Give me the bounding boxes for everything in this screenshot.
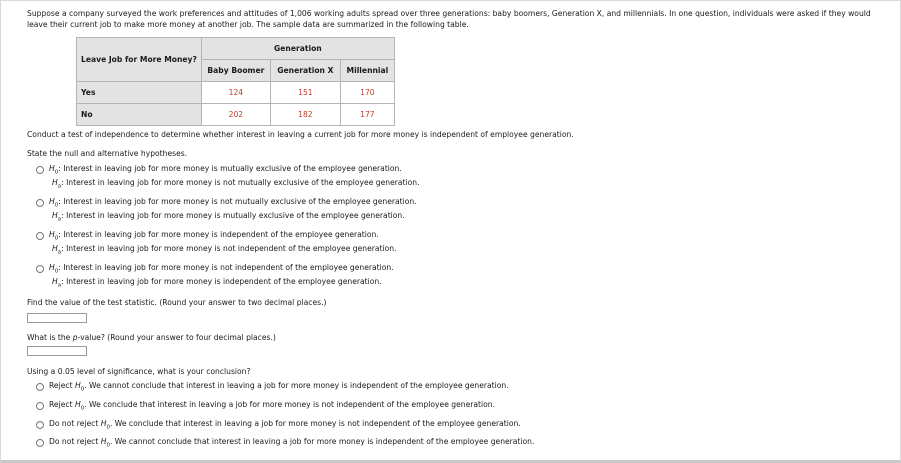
- h0-text: $H_0$: Interest in leaving job for more money is independent of the employee generation.: [49, 230, 379, 242]
- table-cell: 151: [270, 82, 340, 104]
- radio-button[interactable]: [36, 166, 44, 174]
- table-cell: 182: [270, 104, 340, 126]
- table-cell: 124: [201, 82, 270, 104]
- h0-text: $H_0$: Interest in leaving job for more money is not independent of the employee generation.: [49, 263, 394, 275]
- conclusion-prompt: Using a 0.05 level of significance, what is your conclusion?: [27, 367, 251, 376]
- table-cell: 202: [201, 104, 270, 126]
- conclusion-option-4[interactable]: [36, 437, 534, 449]
- ha-text: $H_a$: Interest in leaving job for more money is not independent of the employee generation.: [52, 244, 397, 256]
- col-header-baby-boomer: Baby Boomer: [201, 60, 270, 82]
- data-table: [76, 37, 395, 126]
- radio-button[interactable]: [36, 383, 44, 391]
- conclusion-option-1[interactable]: [36, 381, 509, 393]
- hypothesis-option-4[interactable]: [36, 263, 394, 275]
- hypothesis-option-1[interactable]: [36, 164, 402, 176]
- hypothesis-option-3[interactable]: [36, 230, 379, 242]
- table-cell: 177: [340, 104, 394, 126]
- radio-button[interactable]: [36, 439, 44, 447]
- conclusion-text: Do not reject $H_0$. We conclude that interest in leaving a job for more money is not independent of the employee generation.: [49, 419, 521, 431]
- radio-button[interactable]: [36, 199, 44, 207]
- generation-header: Generation: [201, 38, 394, 60]
- row-label-yes: Yes: [77, 82, 202, 104]
- radio-button[interactable]: [36, 402, 44, 410]
- row-label-no: No: [77, 104, 202, 126]
- ha-text: $H_a$: Interest in leaving job for more money is not mutually exclusive of the employee generation.: [52, 178, 420, 190]
- conclusion-text: Do not reject $H_0$. We cannot conclude that interest in leaving a job for more money is independent of the employee generation.: [49, 437, 535, 449]
- col-header-generation-x: Generation X: [270, 60, 340, 82]
- conclusion-option-3[interactable]: [36, 419, 521, 431]
- radio-button[interactable]: [36, 265, 44, 273]
- conclusion-option-2[interactable]: [36, 400, 495, 412]
- table-cell: 170: [340, 82, 394, 104]
- conclusion-text: Reject $H_0$. We cannot conclude that interest in leaving a job for more money is independent of the employee generation.: [49, 381, 509, 393]
- test-statistic-input[interactable]: [27, 313, 87, 323]
- table-row: [77, 104, 395, 126]
- h0-text: $H_0$: Interest in leaving job for more money is not mutually exclusive of the employee generation.: [49, 197, 417, 209]
- p-value-prompt: What is the p-value? (Round your answer to four decimal places.): [27, 333, 276, 342]
- hypothesis-option-2[interactable]: [36, 197, 417, 209]
- test-statistic-prompt: Find the value of the test statistic. (Round your answer to two decimal places.): [27, 298, 327, 307]
- radio-button[interactable]: [36, 232, 44, 240]
- p-value-input[interactable]: [27, 346, 87, 356]
- ha-text: $H_a$: Interest in leaving job for more money is mutually exclusive of the employee generation.: [52, 211, 405, 223]
- table-row: [77, 82, 395, 104]
- radio-button[interactable]: [36, 421, 44, 429]
- ha-text: $H_a$: Interest in leaving job for more money is independent of the employee generation.: [52, 277, 382, 289]
- row-header: Leave Job for More Money?: [77, 38, 202, 82]
- h0-text: $H_0$: Interest in leaving job for more money is mutually exclusive of the employee generation.: [49, 164, 402, 176]
- intro-text: Suppose a company surveyed the work preferences and attitudes of 1,006 working adults spread over three generations: baby boomers, Generation X, and millennials. In one question, individuals were asked if they would leave their current job to make more money at another job. The sample data are summarized in the following table.: [27, 9, 871, 29]
- task-text: Conduct a test of independence to determine whether interest in leaving a current job for more money is independent of employee generation.: [27, 130, 574, 139]
- conclusion-text: Reject $H_0$. We conclude that interest in leaving a job for more money is not independent of the employee generation.: [49, 400, 496, 412]
- hypotheses-prompt: State the null and alternative hypotheses.: [27, 149, 188, 158]
- col-header-millennial: Millennial: [340, 60, 394, 82]
